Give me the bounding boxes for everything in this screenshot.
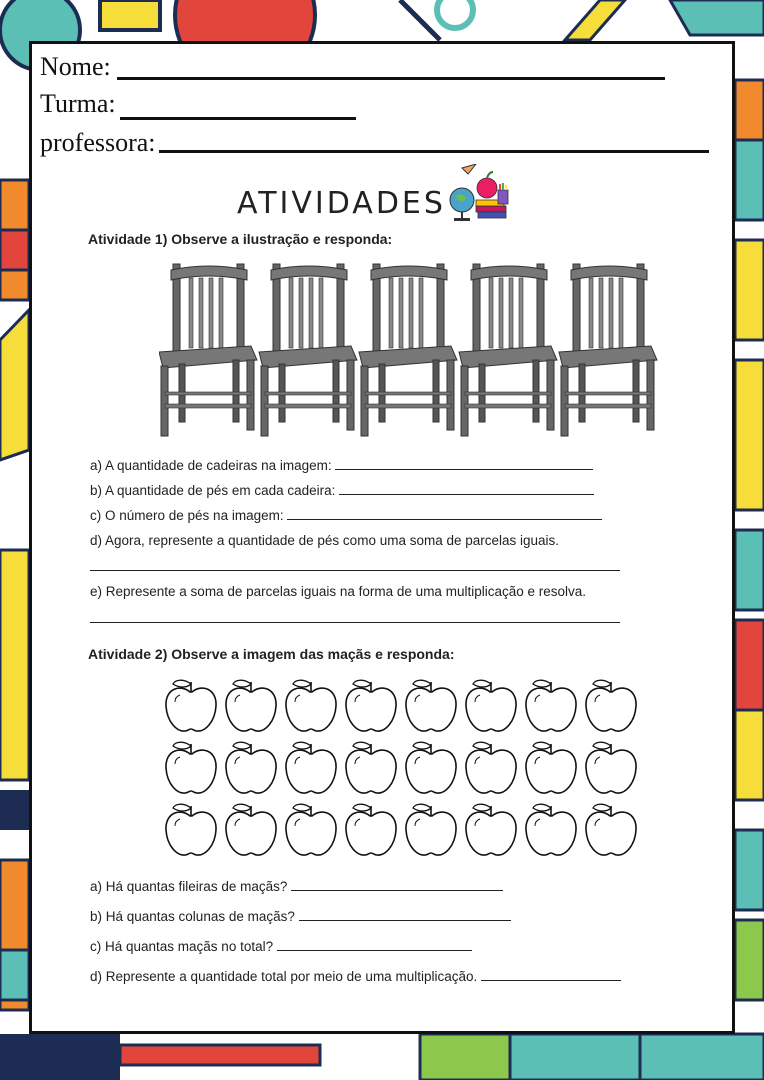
apple-icon (586, 680, 636, 731)
worksheet (29, 41, 735, 1034)
answer-blank[interactable] (299, 908, 511, 921)
activity2-question-a: a) Há quantas fileiras de maçãs? (90, 878, 503, 894)
chairs-illustration (159, 262, 659, 437)
answer-blank[interactable] (339, 482, 594, 495)
apple-icon (406, 804, 456, 855)
apple-icon (286, 804, 336, 855)
apple-icon (346, 804, 396, 855)
chair-5 (559, 264, 657, 436)
activity1-question-e: e) Represente a soma de parcelas iguais na forma de uma multiplicação e resolva. (90, 584, 587, 599)
chair-3 (359, 264, 457, 436)
answer-line-d[interactable] (90, 570, 620, 571)
apple-icon (586, 742, 636, 793)
apple-icon (346, 680, 396, 731)
apple-icon (466, 742, 516, 793)
apple-icon (226, 680, 276, 731)
apple-icon (526, 804, 576, 855)
apple-icon (226, 742, 276, 793)
teacher-label: professora: (40, 128, 156, 157)
class-answer-line[interactable] (120, 117, 356, 120)
teacher-answer-line[interactable] (159, 150, 709, 153)
chair-1 (159, 264, 257, 436)
activity2-question-d: d) Represente a quantidade total por meio de uma multiplicação. (90, 968, 621, 984)
page-title: ATIVIDADES (237, 186, 446, 221)
name-label: Nome: (40, 52, 111, 81)
answer-blank[interactable] (481, 968, 621, 981)
answer-line-e[interactable] (90, 622, 620, 623)
name-answer-line[interactable] (117, 77, 665, 80)
activity1-question-c: c) O número de pés na imagem: (90, 507, 602, 523)
apple-icon (346, 742, 396, 793)
apple-icon (406, 742, 456, 793)
activity1-question-b: b) A quantidade de pés em cada cadeira: (90, 482, 594, 498)
answer-blank[interactable] (287, 507, 602, 520)
activity1-heading: Atividade 1) Observe a ilustração e responda: (88, 231, 393, 247)
chair-2 (259, 264, 357, 436)
activity2-question-b: b) Há quantas colunas de maçãs? (90, 908, 511, 924)
apple-icon (526, 742, 576, 793)
apples-illustration (157, 674, 637, 864)
apple-icon (166, 804, 216, 855)
school-supplies-icon (442, 164, 512, 224)
apple-icon (166, 742, 216, 793)
activity1-question-a: a) A quantidade de cadeiras na imagem: (90, 457, 593, 473)
apple-icon (586, 804, 636, 855)
class-label: Turma: (40, 89, 116, 118)
apple-icon (286, 742, 336, 793)
activity1-question-d: d) Agora, represente a quantidade de pés como uma soma de parcelas iguais. (90, 533, 560, 548)
apple-icon (406, 680, 456, 731)
answer-blank[interactable] (335, 457, 593, 470)
activity2-question-c: c) Há quantas maçãs no total? (90, 938, 472, 954)
apple-icon (286, 680, 336, 731)
apple-icon (226, 804, 276, 855)
chair-4 (459, 264, 557, 436)
apple-icon (166, 680, 216, 731)
apple-icon (466, 804, 516, 855)
answer-blank[interactable] (291, 878, 503, 891)
apple-icon (466, 680, 516, 731)
answer-blank[interactable] (277, 938, 472, 951)
apple-icon (526, 680, 576, 731)
activity2-heading: Atividade 2) Observe a imagem das maçãs e responda: (88, 646, 455, 662)
